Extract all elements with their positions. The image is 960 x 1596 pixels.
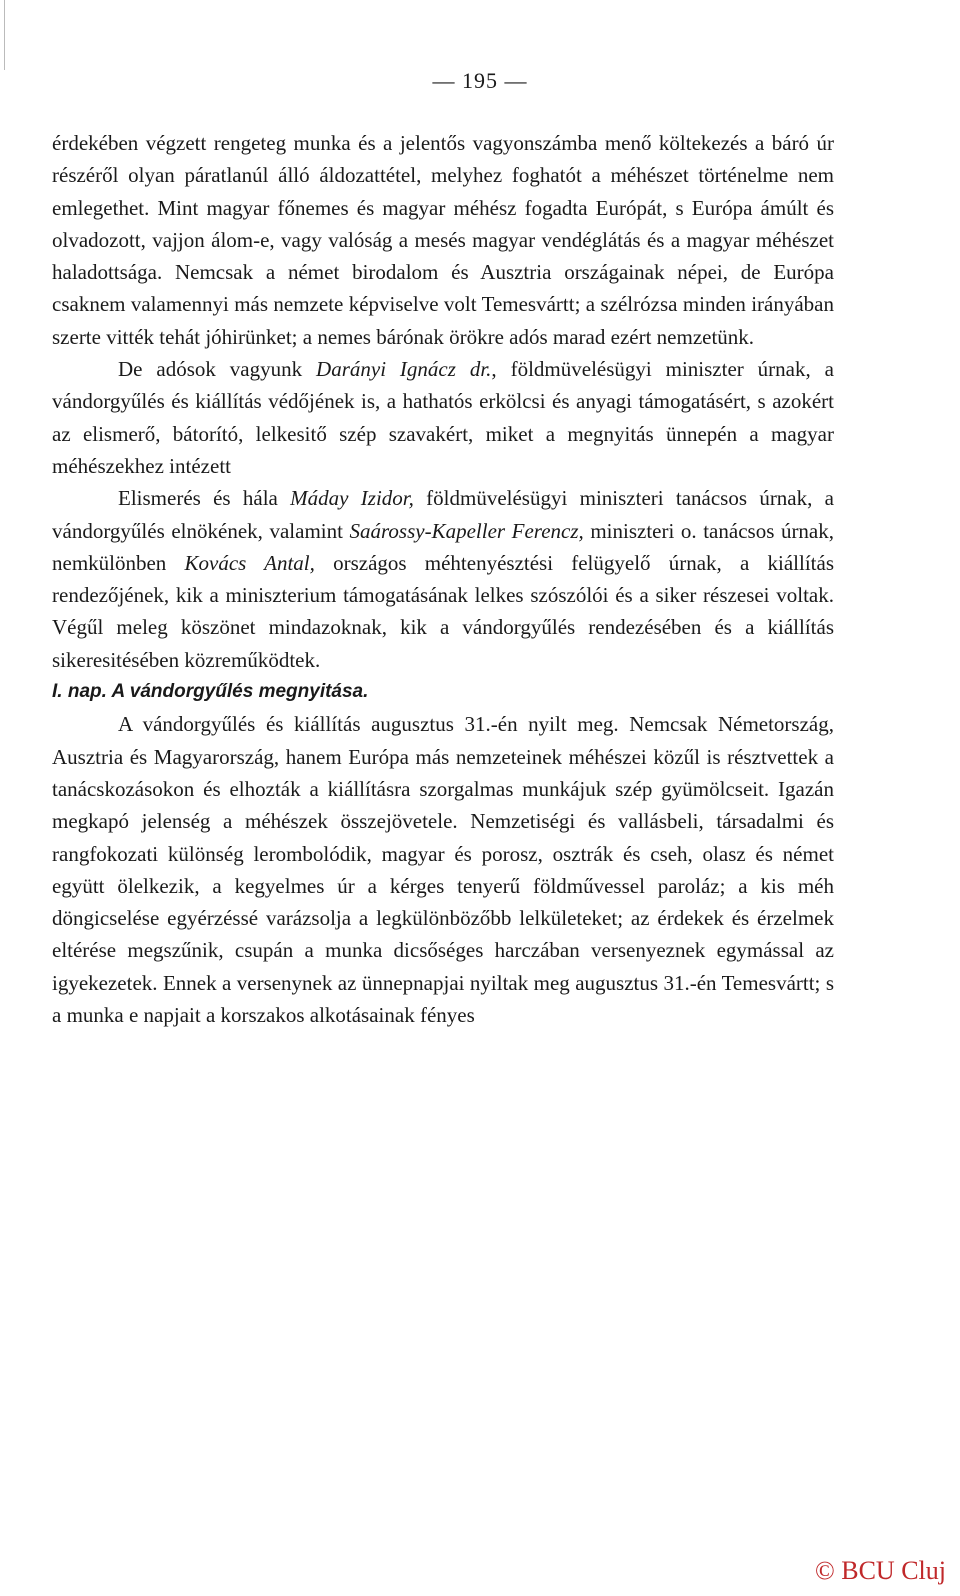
paragraph-3-part-c: miniszteri o. tanácsos úrnak, nemkülönben <box>52 518 835 575</box>
library-watermark: © BCU Cluj <box>814 1556 946 1585</box>
page-number: — 195 — <box>432 68 528 93</box>
paragraph-3-start: Elismerés és hála <box>118 486 291 511</box>
paragraph-3 <box>52 482 834 676</box>
body-text <box>52 127 834 1031</box>
paragraph-2-rest: , földmüvelésügyi miniszter úrnak, a vándorgyűlés és kiállítás védőjének is, a hathatós erkölcsi és anyagi támogatásért, s azokért az elismerő, bátorító, lelkesitő szép szavakért, miket a megnyitás ünnepén a magyar méhészekhez intézett <box>52 357 834 478</box>
margin-line <box>4 0 5 70</box>
paragraph-2 <box>52 353 834 482</box>
name-maday: Máday Izidor, <box>290 486 414 511</box>
paragraph-4: A vándorgyűlés és kiállítás augusztus 31.-én nyilt meg. Nemcsak Németország, Ausztria és Magyarország, hanem Európa más nemzeteinek méhészei közűl is résztvettek a tanácskozásokon és elhozták a kiállításra szorgalmas munkájuk szép gyümölcseit. Igazán megkapó jelenség a méhészek összejövetele. Nemzetiségi és vallásbeli, társadalmi és rangfokozati különség lerombolódik, magyar és porosz, osztrák és cseh, olasz és német együtt ölelkezik, a kegyelmes úr a kérges tenyerű földművessel paroláz; a kis méh döngicselése egyérzéssé varázsolja a legkülönbözőbb lelkületeket; az érdekek és érzelmek eltérése megszűnik, csupán a munka dicsőséges harczában versenyeznek egymással az igyekezetek. Ennek a versenynek az ünnepnapjai nyiltak meg augusztus 31.-én Temesvártt; s a munka e napjait a korszakos alkotásainak fényes <box>52 712 834 1028</box>
name-saarossy: Saárossy-Kapeller Ferencz, <box>349 518 584 543</box>
paragraph-3-part-b: földmüvelésügyi miniszteri tanácsos úrnak, a vándorgyűlés elnökének, valamint <box>52 486 834 543</box>
section-heading: I. nap. A vándorgyűlés megnyitása. <box>52 681 369 703</box>
name-daranyi: Darányi Ignácz dr. <box>316 357 492 382</box>
paragraph-1: érdekében végzett rengeteg munka és a jelentős vagyonszámba menő költekezés a báró úr részéről olyan páratlanúl álló áldozattétel, melyhez foghatót a méhészet történelme nem emlegethet. Mint magyar főnemes és magyar méhész fogadta Európát, s Európa ámúlt és olvadozott, vajjon álom-e, vagy valóság a mesés magyar vendéglátás és a magyar méhészet haladottsága. Nemcsak a német birodalom és Ausztria országainak népei, de Európa csaknem valamennyi más nemzete képviselve volt Temesvártt; a szélrózsa minden irányában szerte vitték tehát jóhirünket; a nemes bárónak örökre adós marad ezért nemzetünk. <box>52 131 834 349</box>
paragraph-3-part-d: országos méhtenyésztési felügyelő úrnak, a kiállítás rendezőjének, kik a miniszterium támogatásának lelkes szószólói és a siker részesei voltak. Végűl meleg köszönet mindazoknak, kik a vándorgyűlés rendezésében és a kiállítás sikeresitésében közreműködtek. <box>52 550 834 672</box>
name-kovacs: Kovács Antal, <box>184 550 315 575</box>
paragraph-2-start: De adósok vagyunk <box>118 357 317 382</box>
